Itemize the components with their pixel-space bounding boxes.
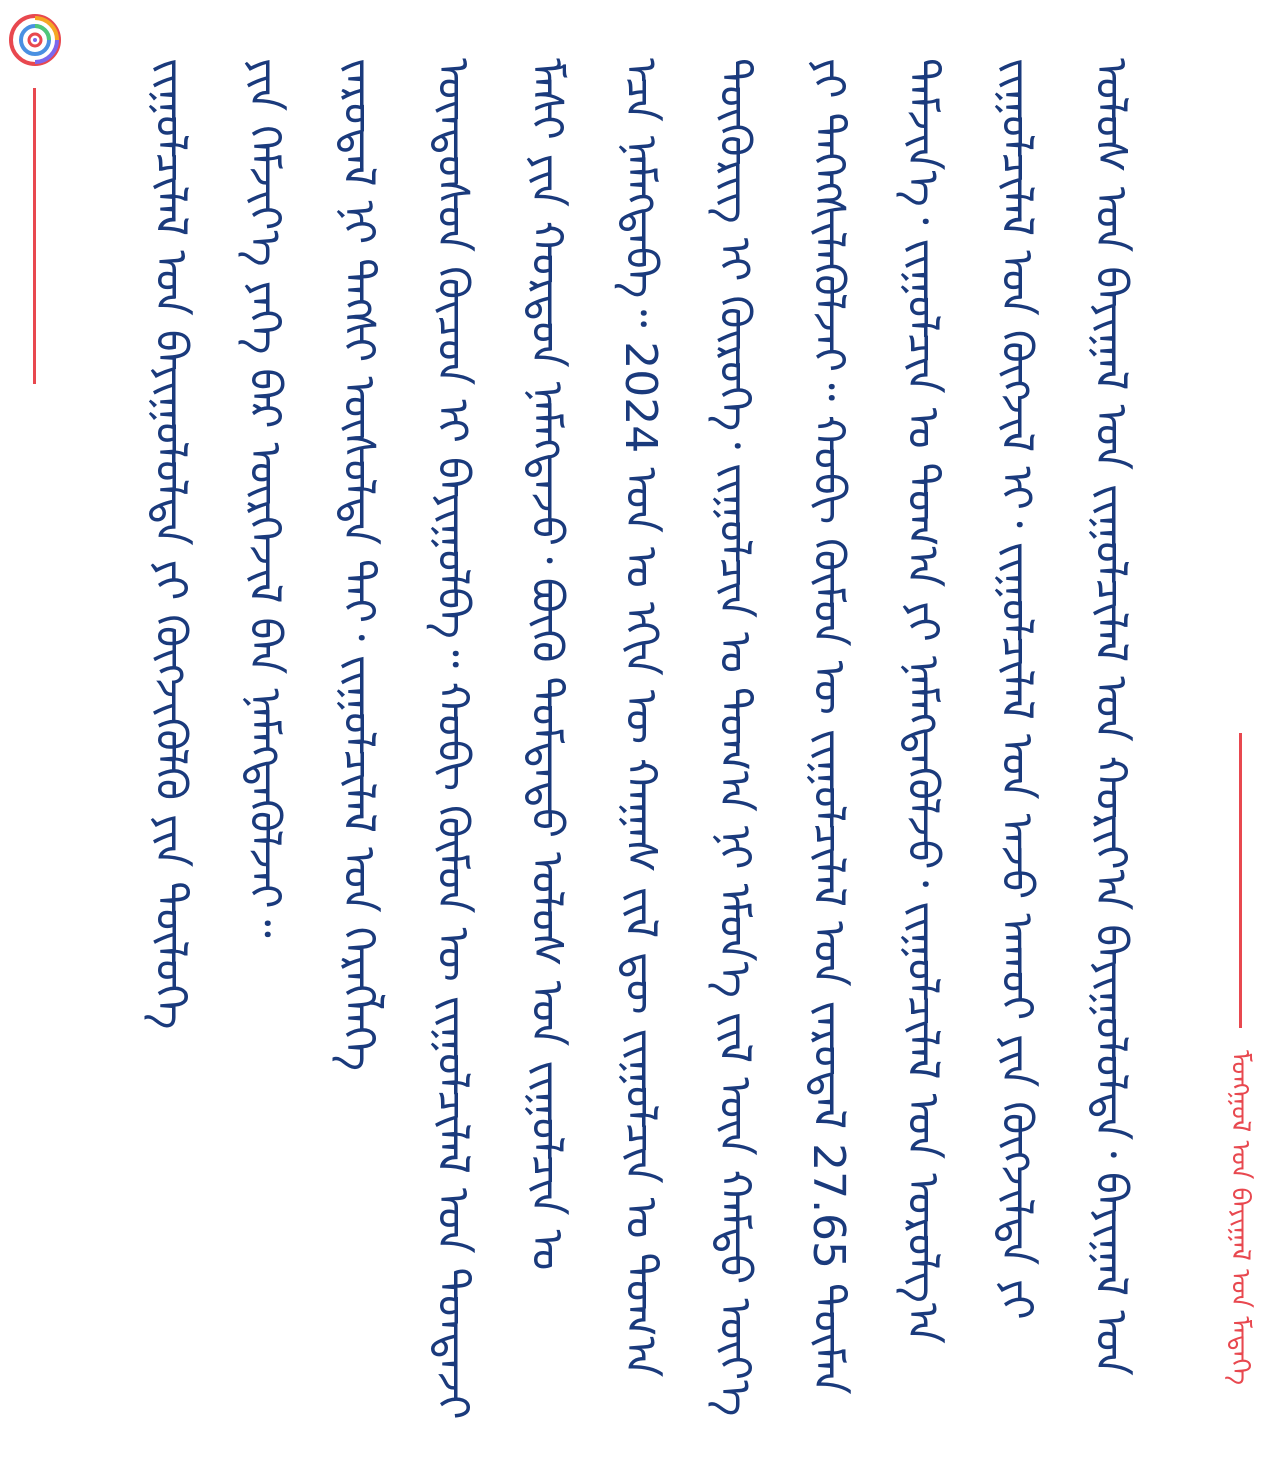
text-column: ᠶᠢ ᠳᠡᠭᠡᠭᠰᠢᠯᠡᠭᠦᠯᠵᠡᠢ᠃ ᠬᠤᠪᠢ ᠬᠦᠮᠦᠨ ᠦ ᠵᠢᠭᠤᠯᠴᠢᠯᠠᠯ ᠤᠨ ᠵᠠᠷᠤᠳᠠᠯ 27.65 ᠲᠦᠮᠡᠨ bbox=[803, 58, 854, 1395]
text-column: ᠵᠢᠭᠤᠯᠴᠢᠯᠠᠯ ᠤᠨ ᠪᠠᠶᠢᠭᠤᠯᠤᠯᠲᠠ ᠶᠢ ᠬᠥᠭᠵᠢᠭᠦᠯᠬᠦ ᠶᠢᠨ ᠲᠥᠯᠦᠭᠡ bbox=[145, 58, 196, 1030]
text-column: ᠵᠠᠷᠤᠳᠠᠯ ᠨᠢ ᠲᠡᠭᠰᠢ ᠦᠰᠦᠯᠲᠡ ᠲᠡᠢ᠂ ᠵᠢᠭᠤᠯᠴᠢᠯᠠᠯ ᠤᠨ ᠬᠡᠷᠡᠭᠯᠡᠭᠡ bbox=[333, 58, 384, 1072]
swirl-logo-icon bbox=[8, 12, 62, 68]
text-column: ᠶᠢᠨ ᠬᠡᠮᠵᠢᠶ᠎ᠡ ᠶᠡᠬᠡ ᠪᠡᠷ ᠥᠷᠭᠡᠵᠢᠯ ᠪᠡᠨ ᠨᠡᠮᠡᠭᠳᠡᠭᠦᠯᠵᠡᠢ᠃ bbox=[239, 58, 290, 938]
text-column: ᠵᠢᠭᠤᠯᠴᠢᠯᠠᠯ ᠤᠨ ᠬᠦᠭᠵᠢᠯ ᠢ᠂ ᠵᠢᠭᠤᠯᠴᠢᠯᠠᠯ ᠤᠨ ᠠᠵᠤ ᠠᠬᠤᠢ ᠶᠢᠨ ᠬᠦᠭᠵᠢᠯᠲᠡ ᠶᠢ bbox=[991, 58, 1042, 1320]
decorative-divider-left bbox=[33, 88, 36, 384]
text-column: ᠦᠨᠳᠦᠰᠦᠨ ᠬᠦᠴᠦᠨ ᠢ ᠪᠠᠶᠢᠭᠤᠯᠪᠠ᠃ ᠬᠤᠪᠢ ᠬᠦᠮᠦᠨ ᠦ ᠵᠢᠭᠤᠯᠴᠢᠯᠠᠯ ᠤᠨ ᠳᠤᠨᠳᠠᠵᠢ bbox=[427, 58, 478, 1420]
text-column: ᠲᠥᠭᠦᠷᠢᠭ ᠢ ᠬᠦᠷᠦᠭᠡ᠂ ᠵᠢᠭᠤᠯᠴᠢᠨ ᠤ ᠲᠣᠭ᠎ᠠ ᠨᠢ ᠡᠮᠦᠨ᠎ᠡ ᠵᠢᠯ ᠦᠨ ᠬᠠᠮᠲᠤ ᠦᠶ᠎ᠡ bbox=[709, 58, 760, 1417]
text-column: ᠮᠠᠰᠢ ᠶᠢᠨ ᠬᠤᠷᠳᠤᠨ ᠨᠡᠮᠡᠭᠳᠡᠵᠦ᠂ ᠪᠦᠬᠦ ᠳᠤᠮᠳᠠᠳᠤ ᠤᠯᠤᠰ ᠤᠨ ᠵᠢᠭᠤᠯᠴᠢᠨ ᠤ bbox=[521, 58, 572, 1271]
article-body bbox=[140, 58, 1140, 1458]
decorative-divider-right bbox=[1239, 733, 1242, 1028]
text-column: ᠳᠡᠮᠵᠢᠨ᠎ᠡ᠂ ᠵᠢᠭᠤᠯᠴᠢᠨ ᠤ ᠲᠣᠭ᠎ᠠ ᠶᠢ ᠨᠡᠮᠡᠭᠳᠡᠭᠦᠯᠵᠦ᠂ ᠵᠢᠭᠤᠯᠴᠢᠯᠠᠯ ᠤᠨ ᠣᠷᠣᠯᠭ᠎ᠠ bbox=[897, 58, 948, 1344]
caption-text: ᠮᠣᠩᠭᠣᠯ ᠤᠨ ᠪᠠᠶᠢᠭᠠᠯ ᠤᠨ ᠮᠡᠳᠡᠭᠡ bbox=[1225, 1050, 1255, 1385]
text-column: ᠡᠴᠡ ᠨᠡᠮᠡᠭᠳᠡᠪᠡ᠃ 2024 ᠣᠨ ᠤ ᠡᠬᠢᠨ ᠦ ᠬᠠᠭᠠᠰ ᠵᠢᠯ ᠳᠦ ᠵᠢᠭᠤᠯᠴᠢᠨ ᠤ ᠲᠣᠭ᠎ᠠ bbox=[615, 58, 666, 1378]
text-column: ᠤᠯᠤᠰ ᠤᠨ ᠪᠠᠶᠢᠭᠠᠯ ᠤᠨ ᠵᠢᠭᠤᠯᠴᠢᠯᠠᠯ ᠤᠨ ᠬᠤᠷᠢᠶ᠎ᠠ ᠪᠠᠶᠢᠭᠤᠯᠤᠯᠲᠠ᠂ ᠪᠠᠶᠢᠭᠠᠯ ᠤᠨ bbox=[1085, 58, 1136, 1376]
